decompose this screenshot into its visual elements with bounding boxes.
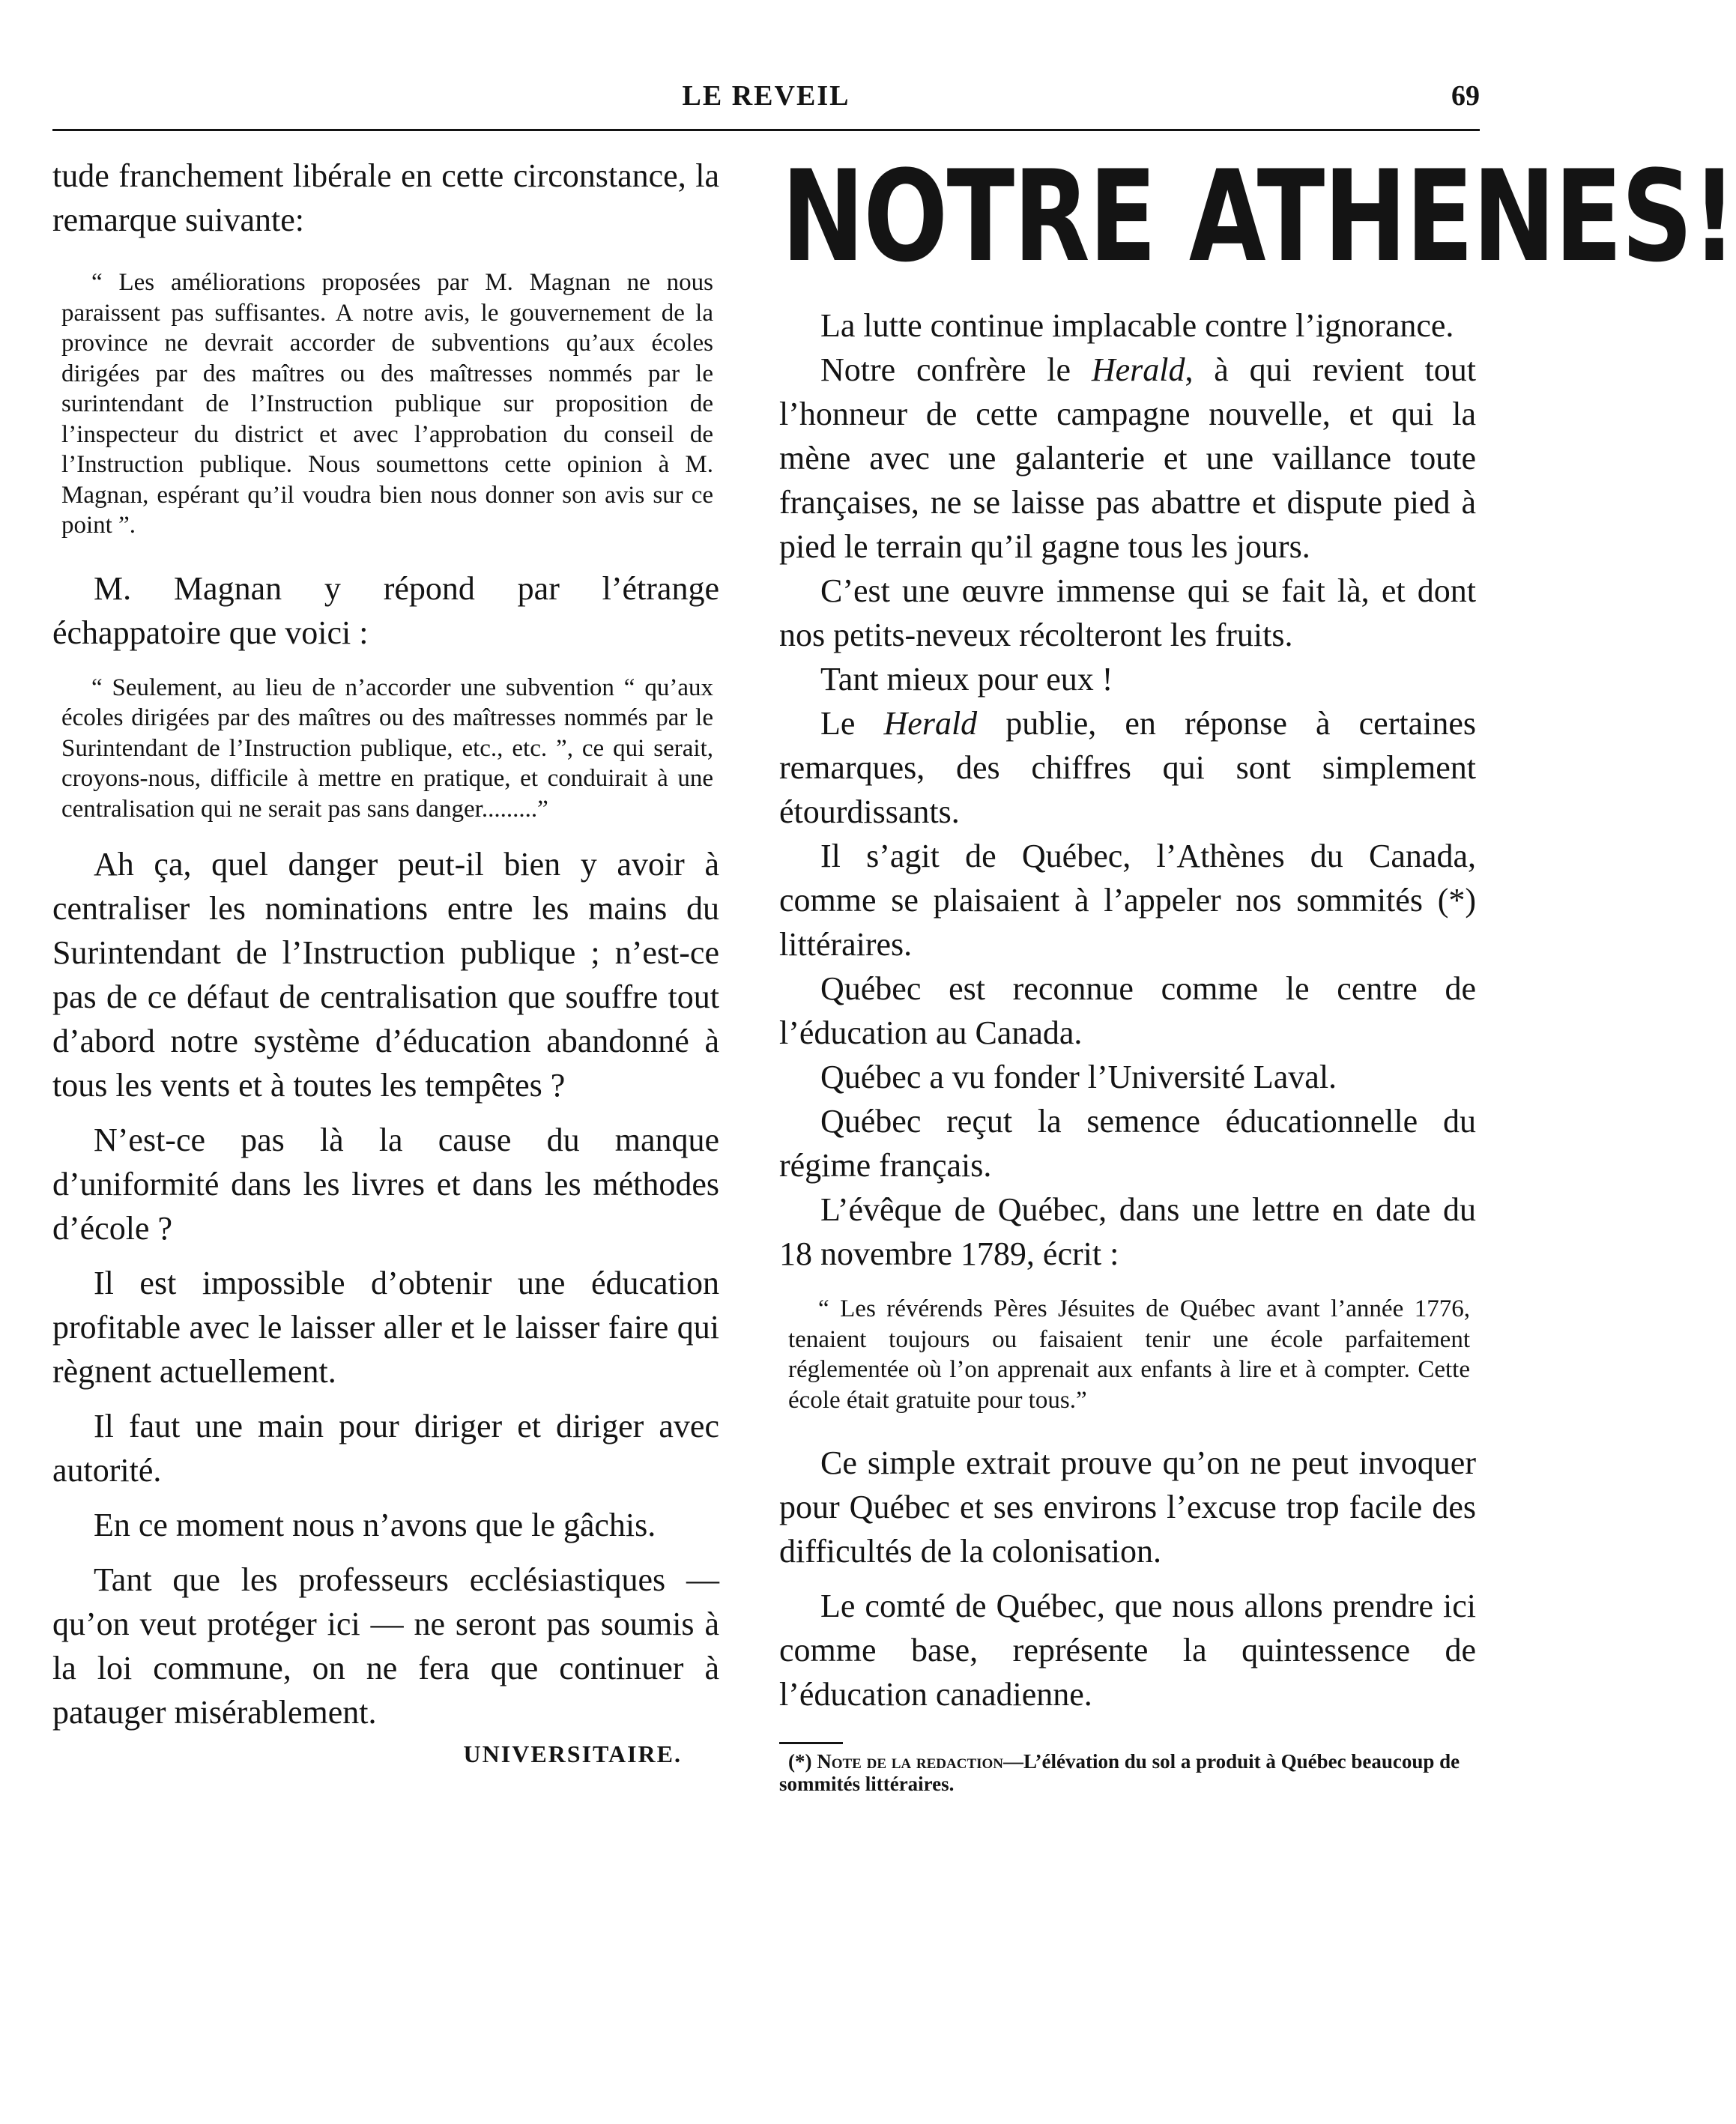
right-column [779, 143, 1736, 1795]
paragraph: tude franchement libérale en cette circonstance, la remarque suivante: [52, 157, 719, 238]
paragraph: La lutte continue implacable contre l’ignorance. [820, 307, 1454, 344]
paragraph: Il est impossible d’obtenir une éducation profitable avec le laisser aller et le laisser faire qui règnent actuellement. [52, 1265, 719, 1390]
page-header [52, 75, 1480, 127]
running-title: LE REVEIL [682, 80, 850, 112]
paragraph: Il s’agit de Québec, l’Athènes du Canada, comme se plaisaient à l’appeler nos sommités (*) littéraires. [779, 838, 1476, 963]
paragraph: En ce moment nous n’avons que le gâchis. [94, 1507, 656, 1543]
paragraph: Tant que les professeurs ecclésiastiques — qu’on veut protéger ici — ne seront pas soumis à la loi commune, on ne fera que continuer à patauger misérablement. [52, 1561, 719, 1731]
footnote-marker: (*) [788, 1750, 817, 1773]
paragraph: C’est une œuvre immense qui se fait là, et dont nos petits-neveux récolteront les fruits. [779, 572, 1476, 653]
footnote-rule [779, 1742, 843, 1744]
newspaper-name: Herald [883, 705, 978, 742]
header-rule [52, 129, 1480, 131]
paragraph: L’évêque de Québec, dans une lettre en date du 18 novembre 1789, écrit : [779, 1191, 1476, 1272]
article-headline: NOTRE ATHENES! [781, 143, 1736, 290]
paragraph: Québec reçut la semence éducationnelle du régime français. [779, 1103, 1476, 1184]
paragraph: M. Magnan y répond par l’étrange échappatoire que voici : [52, 569, 719, 651]
paragraph: Ce simple extrait prouve qu’on ne peut invoquer pour Québec et ses environs l’excuse trop facile des difficultés de la colonisation. [779, 1444, 1476, 1570]
paragraph: Québec a vu fonder l’Université Laval. [820, 1059, 1337, 1095]
footnote [779, 1750, 1476, 1795]
text-span: Notre confrère le [820, 351, 1092, 388]
paragraph: Tant mieux pour eux ! [820, 661, 1113, 698]
paragraph [779, 701, 1476, 834]
page-number: 69 [1451, 80, 1480, 112]
left-column [52, 154, 719, 1768]
footnote-label: Note de la redaction [817, 1750, 1004, 1773]
quotation: “ Les révérends Pères Jésuites de Québec avant l’année 1776, tenaient toujours ou faisaient tenir une école parfaitement réglementée où l’on apprenait aux enfants à lire et à compter. Cette école était gratuite pour tous.” [788, 1295, 1470, 1414]
text-span: publie, en réponse à certaines remarques, des chiffres qui sont simplement étourdissants. [779, 705, 1476, 830]
paragraph: Québec est reconnue comme le centre de l’éducation au Canada. [779, 970, 1476, 1051]
paragraph [779, 348, 1476, 569]
quotation: “ Les améliorations proposées par M. Magnan ne nous paraissent pas suffisantes. A notre avis, le gouvernement de la province ne devrait accorder de subventions qu’aux écoles dirigées par des maîtres ou des maîtresses nommés par le surintendant de l’Instruction publique sur proposition de l’inspecteur du district et avec l’approbation du conseil de l’Instruction publique. Nous soumettons cette opinion à M. Magnan, espérant qu’il voudra bien nous donner son avis sur ce point ”. [61, 269, 713, 539]
signature: UNIVERSITAIRE. [463, 1740, 682, 1767]
paragraph: Ah ça, quel danger peut-il bien y avoir à centraliser les nominations entre les mains du Surintendant de l’Instruction publique ; n’est-ce pas de ce défaut de centralisation que souffre tout d’abord notre système d’éducation abandonné à tous les vents et à toutes les tempêtes ? [52, 846, 719, 1104]
paragraph: N’est-ce pas là la cause du manque d’uniformité dans les livres et dans les méthodes d’école ? [52, 1122, 719, 1247]
text-span: Le [820, 705, 884, 742]
text-span: , à qui revient tout l’honneur de cette campagne nouvelle, et qui la mène avec une galanterie et une vaillance toute françaises, ne se laisse pas abattre et dispute pied à pied le terrain qu’il gagne tous les jours. [779, 351, 1476, 565]
paragraph: Il faut une main pour diriger et diriger avec autorité. [52, 1408, 719, 1489]
newspaper-name: Herald [1091, 351, 1185, 388]
footnote-text: —L’élévation du sol a produit à Québec beaucoup de sommités littéraires. [779, 1750, 1460, 1795]
quotation: “ Seulement, au lieu de n’accorder une subvention “ qu’aux écoles dirigées par des maîtres ou des maîtresses nommés par le Surintendant de l’Instruction publique, etc., etc. ”, ce qui serait, croyons-nous, difficile à mettre en pratique, et conduirait à une centralisation qui ne serait pas sans danger.........” [61, 674, 713, 823]
paragraph: Le comté de Québec, que nous allons prendre ici comme base, représente la quintessence de l’éducation canadienne. [779, 1588, 1476, 1713]
